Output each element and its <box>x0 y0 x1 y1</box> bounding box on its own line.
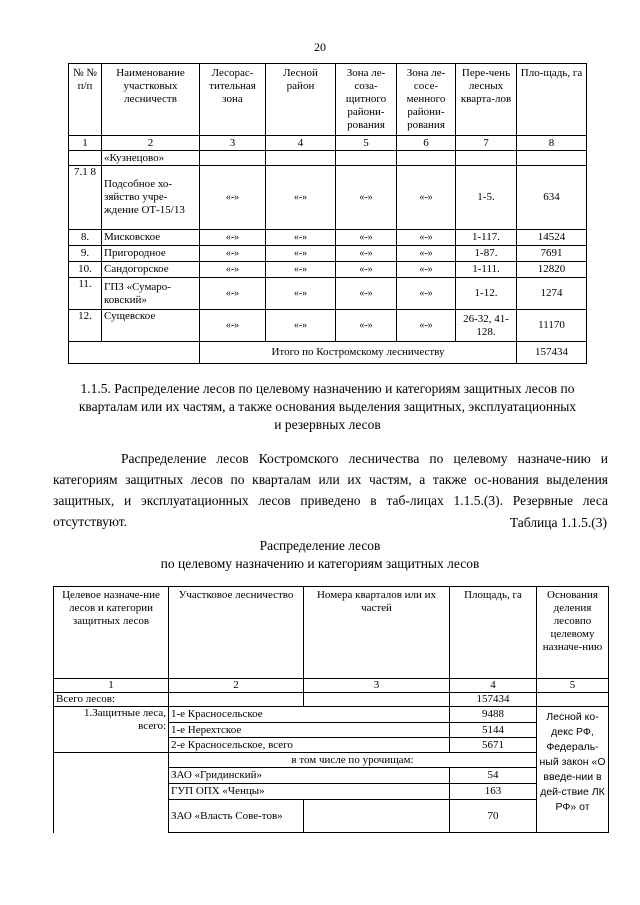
area: 163 <box>450 784 537 800</box>
col-number: 1 <box>69 136 102 151</box>
table-row <box>54 707 609 723</box>
table-header-row <box>69 64 587 136</box>
cell: «-» <box>200 310 266 342</box>
cell: «-» <box>397 310 456 342</box>
row-name: Мисковское <box>102 230 200 246</box>
cell: «-» <box>200 262 266 278</box>
forestry-name: 1-е Нерехтское <box>169 723 450 738</box>
cell: 14524 <box>517 230 587 246</box>
cell: «-» <box>397 278 456 310</box>
distribution-table <box>53 586 609 833</box>
col-number: 5 <box>537 679 609 693</box>
cell: «-» <box>266 310 336 342</box>
col-number: 2 <box>169 679 304 693</box>
table-row <box>69 310 587 342</box>
total-value: 157434 <box>450 693 537 707</box>
header-cell: Лесной район <box>266 64 336 136</box>
header-cell: Лесорас-тительная зона <box>200 64 266 136</box>
area: 54 <box>450 768 537 784</box>
row-number: 11. <box>69 278 102 310</box>
forestry-name: 1-е Красносельское <box>169 707 450 723</box>
subheader-row <box>54 753 609 768</box>
col-number: 8 <box>517 136 587 151</box>
table-row <box>69 151 587 166</box>
header-cell: Участковое лесничество <box>169 587 304 679</box>
subheader: в том числе по урочищам: <box>169 753 537 768</box>
row-name: Сущевское <box>102 310 200 342</box>
row-number: 12. <box>69 310 102 342</box>
row-name: Подсобное хо-зяйство учре-ждение ОТ-15/13 <box>102 166 200 230</box>
header-cell: Основания деления лесовпо целевому назначе-нию <box>537 587 609 679</box>
cell: «-» <box>200 230 266 246</box>
table-title: Распределение лесов по целевому назначению и категориям защитных лесов <box>160 538 480 571</box>
cell: 1274 <box>517 278 587 310</box>
tract-name: ЗАО «Власть Сове-тов» <box>169 800 304 833</box>
col-number: 3 <box>200 136 266 151</box>
cell: 1-117. <box>456 230 517 246</box>
forestry-name: 2-е Красносельское, всего <box>169 738 450 753</box>
col-number: 3 <box>304 679 450 693</box>
row-number: 8. <box>69 230 102 246</box>
cell: «-» <box>336 230 397 246</box>
row-number: 9. <box>69 246 102 262</box>
cell: 1-87. <box>456 246 517 262</box>
area: 70 <box>450 800 537 833</box>
header-cell: Целевое назначе-ние лесов и категории защитных лесов <box>54 587 169 679</box>
table-row <box>69 230 587 246</box>
tract-name: ГУП ОПХ «Ченцы» <box>169 784 450 800</box>
cell: «-» <box>397 246 456 262</box>
cell: «-» <box>200 246 266 262</box>
cell: «-» <box>397 230 456 246</box>
cell: 7691 <box>517 246 587 262</box>
total-row <box>54 693 609 707</box>
cell: 634 <box>517 166 587 230</box>
header-cell: Зона ле-сосе-менного райони-рования <box>397 64 456 136</box>
row-name: ГПЗ «Сумаро-ковский» <box>102 278 200 310</box>
tract-name: ЗАО «Гридинский» <box>169 768 450 784</box>
col-number: 2 <box>102 136 200 151</box>
table-row <box>69 246 587 262</box>
table-row <box>69 166 587 230</box>
cell: 1-12. <box>456 278 517 310</box>
cell: «-» <box>336 278 397 310</box>
header-cell: Пло-щадь, га <box>517 64 587 136</box>
group-label: 1.Защитные леса, всего: <box>54 707 169 753</box>
area: 5144 <box>450 723 537 738</box>
total-value: 157434 <box>517 342 587 364</box>
total-row <box>69 342 587 364</box>
cell: 26-32, 41-128. <box>456 310 517 342</box>
table-caption: Таблица 1.1.5.(3) <box>509 515 607 530</box>
cell: «-» <box>336 246 397 262</box>
forestry-table <box>68 63 587 364</box>
row-number: 7.1 8 <box>69 166 102 230</box>
cell: «-» <box>397 262 456 278</box>
col-number: 6 <box>397 136 456 151</box>
header-cell: Зона ле-соза-щитного райони-рования <box>336 64 397 136</box>
cell: 11170 <box>517 310 587 342</box>
cell: «-» <box>336 310 397 342</box>
header-cell: № № п/п <box>69 64 102 136</box>
column-number-row <box>54 679 609 693</box>
area: 9488 <box>450 707 537 723</box>
cell: «-» <box>266 166 336 230</box>
col-number: 4 <box>266 136 336 151</box>
row-name: Сандогорское <box>102 262 200 278</box>
header-cell: Номера кварталов или их частей <box>304 587 450 679</box>
table-row <box>69 278 587 310</box>
cell: «-» <box>336 166 397 230</box>
column-number-row <box>69 136 587 151</box>
cell: «-» <box>336 262 397 278</box>
cell: «-» <box>200 166 266 230</box>
header-cell: Наименование участковых лесничеств <box>102 64 200 136</box>
cell: «-» <box>397 166 456 230</box>
table-header-row <box>54 587 609 679</box>
row-number: 10. <box>69 262 102 278</box>
col-number: 1 <box>54 679 169 693</box>
area: 5671 <box>450 738 537 753</box>
page-number: 20 <box>314 40 326 54</box>
body-paragraph: Распределение лесов Костромского лесничества по целевому назначе-нию и категориям защитных лесов по кварталам или их частям, а также ос-нования выделения защитных, и эксплуатационных лесов приведено в таб-лицах 1.1.5.(3). Резервные леса отсутствуют. <box>53 451 608 529</box>
row-name: «Кузнецово» <box>102 151 200 166</box>
cell: 1-111. <box>456 262 517 278</box>
cell: «-» <box>266 278 336 310</box>
legal-basis: Лесной ко-декс РФ, Федераль-ный закон «О введе-нии в дей-ствие ЛК РФ» от <box>537 707 609 833</box>
col-number: 7 <box>456 136 517 151</box>
table-row <box>69 262 587 278</box>
total-label: Итого по Костромскому лесничеству <box>200 342 517 364</box>
cell: «-» <box>266 230 336 246</box>
cell: «-» <box>266 246 336 262</box>
cell: 1-5. <box>456 166 517 230</box>
header-cell: Пере-чень лесных кварта-лов <box>456 64 517 136</box>
section-heading: 1.1.5. Распределение лесов по целевому назначению и категориям защитных лесов по кварталам или их частям, а также основания выделения защитных, эксплуатационных и резервных лесов <box>78 381 577 432</box>
col-number: 5 <box>336 136 397 151</box>
header-cell: Площадь, га <box>450 587 537 679</box>
cell: «-» <box>266 262 336 278</box>
row-name: Пригородное <box>102 246 200 262</box>
cell: «-» <box>200 278 266 310</box>
total-label: Всего лесов: <box>54 693 169 707</box>
cell: 12820 <box>517 262 587 278</box>
col-number: 4 <box>450 679 537 693</box>
